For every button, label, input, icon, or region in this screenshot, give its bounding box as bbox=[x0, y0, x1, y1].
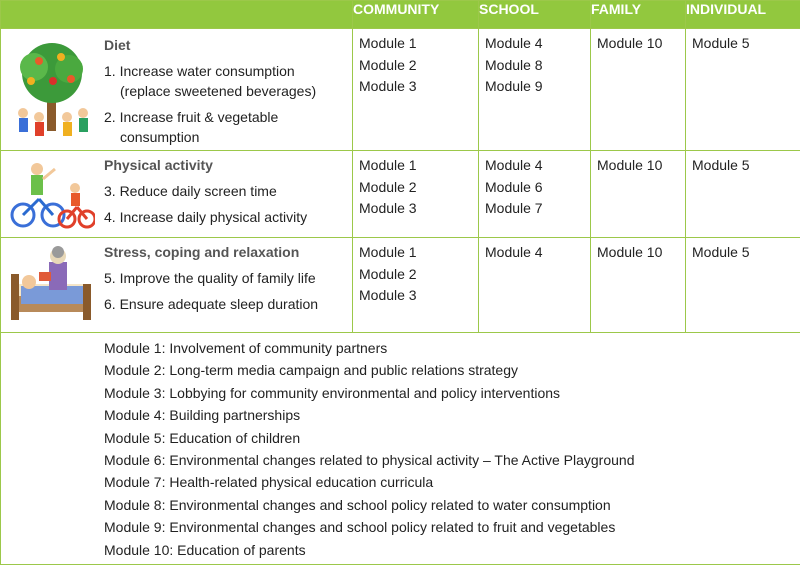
legend-item: Module 10: Education of parents bbox=[104, 541, 306, 558]
topic-cell-physical-activity bbox=[1, 151, 353, 238]
module-entry: Module 1 bbox=[359, 35, 417, 51]
module-entry: Module 1 bbox=[359, 244, 417, 260]
legend-item: Module 3: Lobbying for community environmental and policy interventions bbox=[104, 384, 561, 401]
legend-item: Module 2: Long-term media campaign and public relations strategy bbox=[104, 362, 519, 379]
topic-title: Diet bbox=[104, 37, 131, 53]
goal-item: 2. Increase fruit & vegetable consumption bbox=[104, 109, 279, 145]
family-cell bbox=[591, 29, 686, 151]
module-legend bbox=[1, 333, 800, 565]
table-row bbox=[1, 151, 800, 238]
legend-item: Module 7: Health-related physical education curricula bbox=[104, 474, 434, 491]
school-cell bbox=[479, 151, 591, 238]
topic-cell-stress bbox=[1, 238, 353, 333]
school-cell bbox=[479, 238, 591, 333]
cycling-family-icon bbox=[9, 159, 95, 231]
legend-item: Module 4: Building partnerships bbox=[104, 407, 301, 424]
header-school: SCHOOL bbox=[479, 1, 591, 29]
legend-item: Module 6: Environmental changes related to physical activity – The Active Playground bbox=[104, 452, 635, 469]
module-entry: Module 4 bbox=[485, 35, 543, 51]
module-entry: Module 4 bbox=[485, 244, 543, 260]
header-community: COMMUNITY bbox=[353, 1, 479, 29]
module-entry: Module 9 bbox=[485, 78, 543, 94]
goal-item: 6. Ensure adequate sleep duration bbox=[104, 296, 319, 312]
header-family: FAMILY bbox=[591, 1, 686, 29]
family-cell bbox=[591, 151, 686, 238]
module-entry: Module 3 bbox=[359, 287, 417, 303]
goal-item: 5. Improve the quality of family life bbox=[104, 270, 316, 286]
module-entry: Module 10 bbox=[597, 35, 663, 51]
module-entry: Module 1 bbox=[359, 157, 417, 173]
legend-item: Module 9: Environmental changes and school policy related to fruit and vegetables bbox=[104, 519, 616, 536]
module-entry: Module 4 bbox=[485, 157, 543, 173]
individual-cell bbox=[686, 238, 800, 333]
individual-cell bbox=[686, 151, 800, 238]
module-entry: Module 2 bbox=[359, 178, 417, 195]
goal-item: 3. Reduce daily screen time bbox=[104, 183, 277, 199]
header-blank-cell bbox=[1, 1, 353, 29]
module-entry: Module 5 bbox=[692, 244, 750, 260]
topic-title: Physical activity bbox=[104, 157, 213, 173]
topic-cell-diet bbox=[1, 29, 353, 151]
module-entry: Module 3 bbox=[359, 78, 417, 94]
community-cell bbox=[353, 151, 479, 238]
legend-item: Module 1: Involvement of community partners bbox=[104, 340, 388, 356]
header-row bbox=[1, 1, 800, 29]
module-entry: Module 3 bbox=[359, 200, 417, 216]
module-entry: Module 7 bbox=[485, 200, 543, 216]
goal-item: 4. Increase daily physical activity bbox=[104, 209, 308, 225]
header-individual: INDIVIDUAL bbox=[686, 1, 800, 29]
goal-item: 1. Increase water consumption (replace sweetened beverages) bbox=[104, 63, 317, 99]
module-entry: Module 5 bbox=[692, 35, 750, 51]
module-entry: Module 2 bbox=[359, 56, 417, 73]
module-entry: Module 8 bbox=[485, 56, 543, 73]
community-cell bbox=[353, 238, 479, 333]
community-cell bbox=[353, 29, 479, 151]
table-row bbox=[1, 29, 800, 151]
family-cell bbox=[591, 238, 686, 333]
tree-children-icon bbox=[9, 41, 95, 141]
legend-item: Module 5: Education of children bbox=[104, 429, 301, 446]
legend-item: Module 8: Environmental changes and school policy related to water consumption bbox=[104, 496, 611, 513]
legend-row bbox=[1, 333, 800, 565]
module-entry: Module 5 bbox=[692, 157, 750, 173]
table-row bbox=[1, 238, 800, 333]
topic-title: Stress, coping and relaxation bbox=[104, 244, 300, 260]
module-entry: Module 10 bbox=[597, 244, 663, 260]
school-cell bbox=[479, 29, 591, 151]
bedtime-story-icon bbox=[9, 244, 95, 328]
module-entry: Module 2 bbox=[359, 265, 417, 282]
module-entry: Module 6 bbox=[485, 178, 543, 195]
module-entry: Module 10 bbox=[597, 157, 663, 173]
individual-cell bbox=[686, 29, 800, 151]
